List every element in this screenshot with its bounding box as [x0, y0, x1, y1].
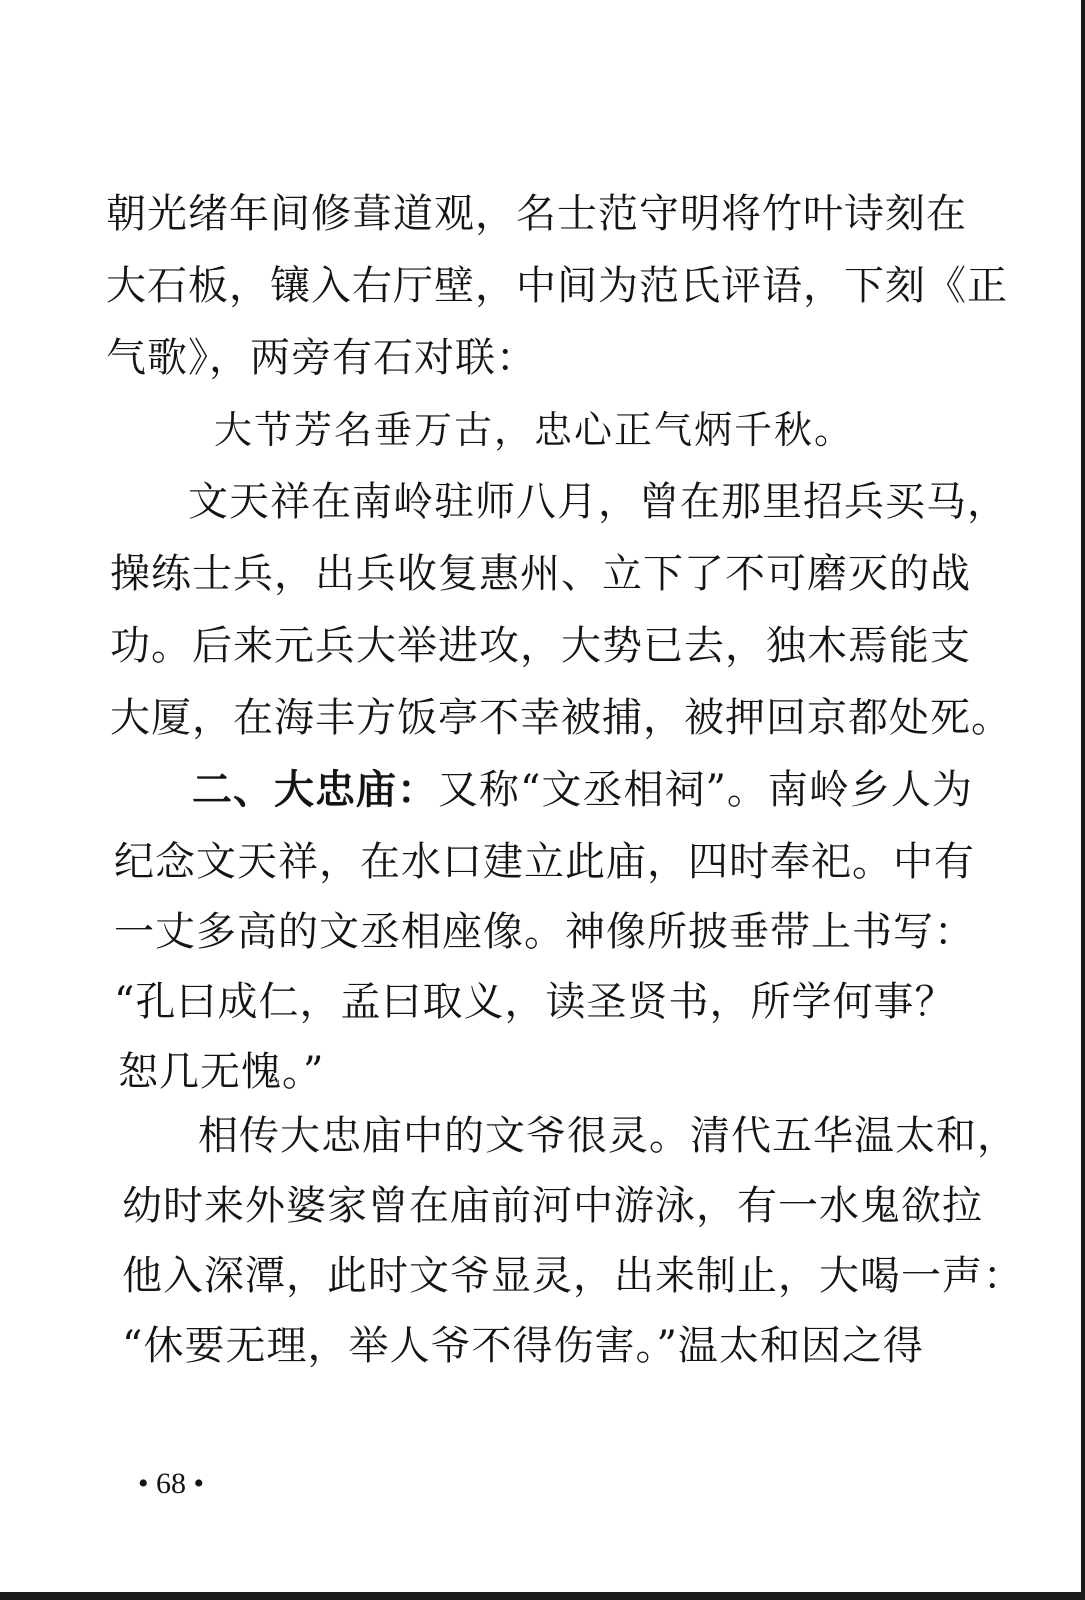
section-heading: 二、大忠庙：: [192, 767, 438, 813]
text-line-7: 功。后来元兵大举进攻，大势已去，独木焉能支: [110, 623, 971, 669]
section-line: [192, 764, 973, 816]
text-line-2: 大石板，镶入右厅壁，中间为范氏评语，下刻《正: [106, 263, 1008, 309]
text-line-5: 文天祥在南岭驻师八月，曾在那里招兵买马，: [188, 479, 1008, 525]
text-line-10: 纪念文天祥，在水口建立此庙，四时奉祀。中有: [114, 839, 975, 885]
text-line-13: 恕几无愧。”: [118, 1049, 325, 1095]
text-line-1: 朝光绪年间修葺道观，名士范守明将竹叶诗刻在: [106, 191, 967, 237]
page-number: • 68 •: [138, 1467, 205, 1500]
text-line-8: 大厦，在海丰方饭亭不幸被捕，被押回京都处死。: [110, 695, 1012, 741]
scan-edge-bottom: [0, 1592, 1085, 1600]
text-line-12: “孔曰成仁，孟曰取义，读圣贤书，所学何事？: [114, 979, 956, 1025]
text-line-3: 气歌》，两旁有石对联：: [106, 335, 537, 381]
text-line-17: “休要无理，举人爷不得伤害。”温太和因之得: [122, 1323, 924, 1369]
text-line-16: 他入深潭，此时文爷显灵，出来制止，大喝一声：: [122, 1253, 1024, 1299]
text-line-15: 幼时来外婆家曾在庙前河中游泳，有一水鬼欲拉: [122, 1183, 983, 1229]
text-line-14: 相传大忠庙中的文爷很灵。清代五华温太和，: [198, 1113, 1018, 1159]
couplet-line: 大节芳名垂万古，忠心正气炳千秋。: [214, 408, 855, 452]
section-intro-text: 又称“文丞相祠”。南岭乡人为: [438, 767, 973, 813]
text-line-11: 一丈多高的文丞相座像。神像所披垂带上书写：: [114, 909, 975, 955]
text-line-6: 操练士兵，出兵收复惠州、立下了不可磨灭的战: [110, 551, 971, 597]
scan-edge-right: [1081, 0, 1085, 1600]
